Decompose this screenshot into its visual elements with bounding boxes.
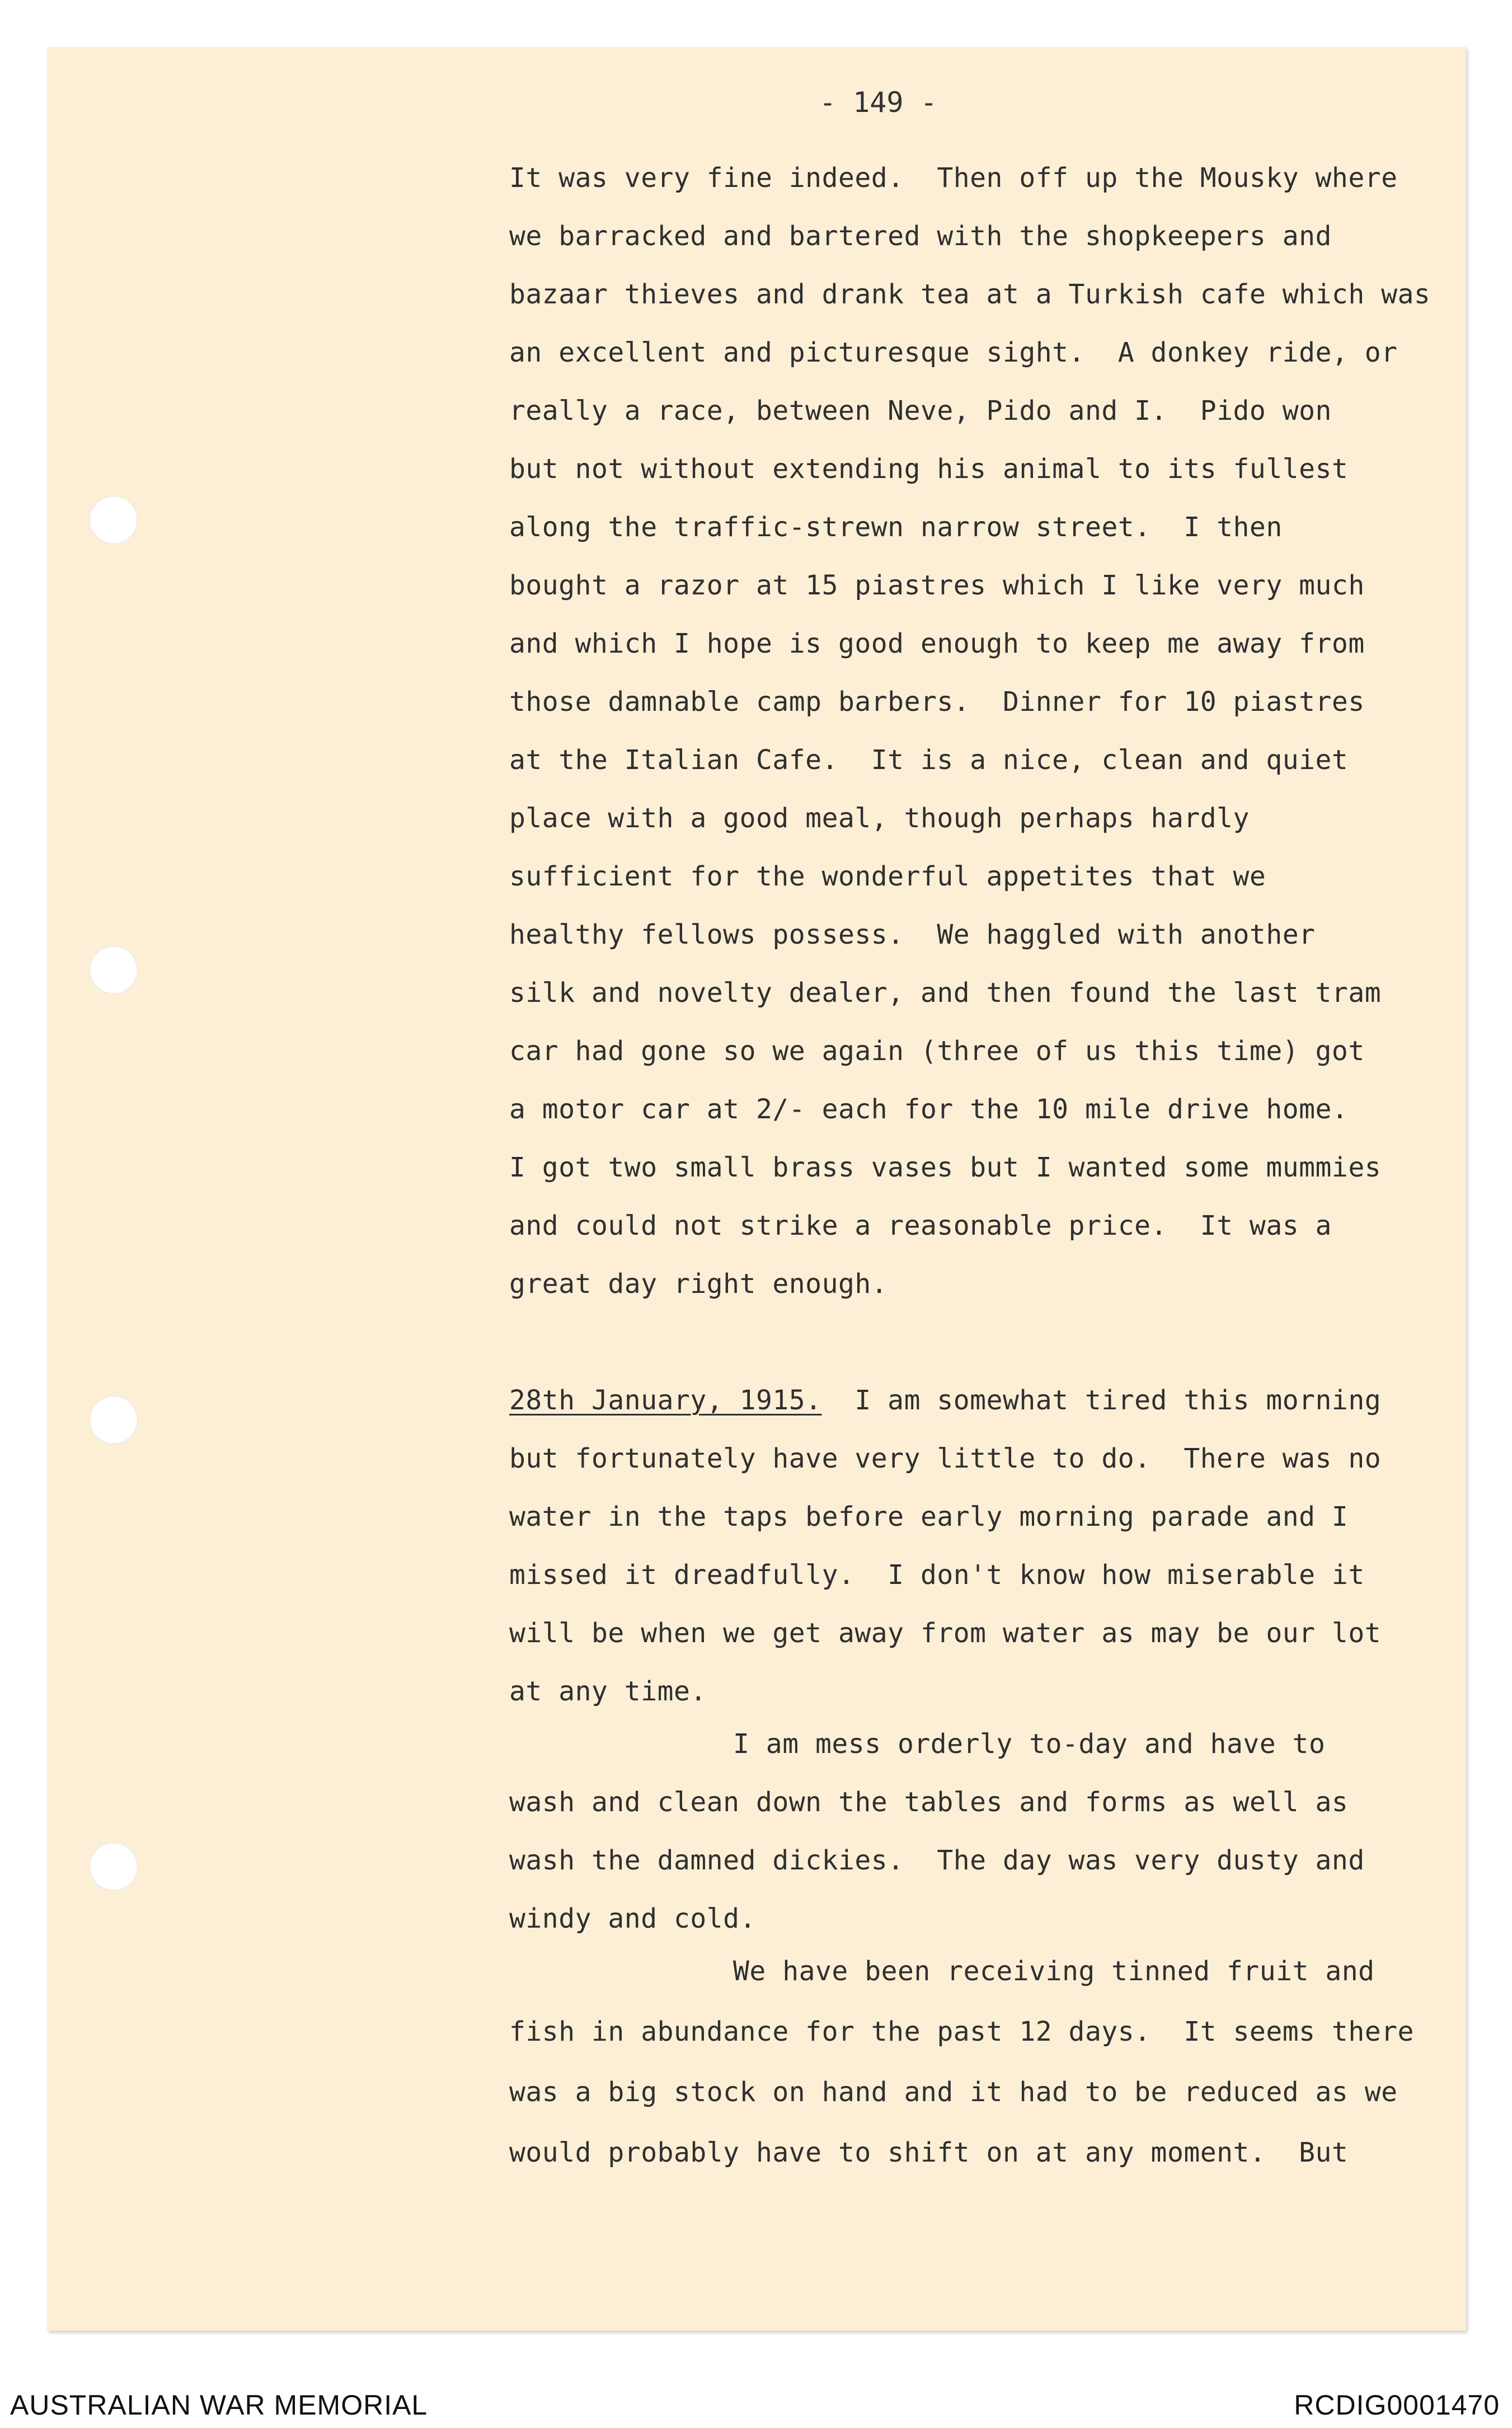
entry-first-line [509, 1385, 1381, 1416]
text-line: I am mess orderly to-day and have to [733, 1728, 1326, 1760]
text-line: water in the taps before early morning parade and I [509, 1501, 1349, 1532]
text-line: windy and cold. [509, 1903, 756, 1934]
punch-hole [90, 1396, 138, 1444]
text-line: at any time. [509, 1676, 707, 1707]
text-line: along the traffic-strewn narrow street. I then [509, 512, 1283, 543]
text-line: a motor car at 2/- each for the 10 mile drive home. [509, 1094, 1349, 1125]
text-line: we barracked and bartered with the shopkeepers and [509, 221, 1332, 252]
text-line: wash the damned dickies. The day was very dusty and [509, 1845, 1365, 1876]
text-line: bazaar thieves and drank tea at a Turkish cafe which was [509, 279, 1431, 310]
text-line: and which I hope is good enough to keep me away from [509, 628, 1365, 659]
entry-first-line-rest: I am somewhat tired this morning [821, 1385, 1382, 1416]
text-line: place with a good meal, though perhaps hardly [509, 803, 1250, 834]
text-line: healthy fellows possess. We haggled with another [509, 919, 1316, 950]
text-line: but fortunately have very little to do. There was no [509, 1443, 1382, 1474]
text-line: really a race, between Neve, Pido and I. Pido won [509, 395, 1332, 426]
punch-hole [90, 496, 138, 544]
punch-hole [90, 946, 138, 994]
footer-record-id: RCDIG0001470 [1294, 2389, 1500, 2421]
text-line: We have been receiving tinned fruit and [733, 1956, 1375, 1987]
text-line: at the Italian Cafe. It is a nice, clean and quiet [509, 744, 1349, 776]
text-line: wash and clean down the tables and forms as well as [509, 1787, 1349, 1818]
punch-hole [90, 1843, 138, 1891]
text-line: bought a razor at 15 piastres which I like very much [509, 570, 1365, 601]
text-line: I got two small brass vases but I wanted some mummies [509, 1152, 1382, 1183]
text-line: sufficient for the wonderful appetites that we [509, 861, 1266, 892]
text-line: an excellent and picturesque sight. A donkey ride, or [509, 337, 1398, 368]
text-line: It was very fine indeed. Then off up the Mousky where [509, 162, 1398, 194]
text-line: would probably have to shift on at any moment. But [509, 2137, 1349, 2168]
text-line: fish in abundance for the past 12 days. It seems there [509, 2016, 1414, 2047]
text-line: great day right enough. [509, 1268, 888, 1300]
text-line: silk and novelty dealer, and then found the last tram [509, 977, 1382, 1009]
text-line: car had gone so we again (three of us this time) got [509, 1035, 1365, 1067]
footer-institution: AUSTRALIAN WAR MEMORIAL [10, 2389, 428, 2421]
typed-page [47, 47, 1466, 2331]
text-line: and could not strike a reasonable price. It was a [509, 1210, 1332, 1241]
text-line: those damnable camp barbers. Dinner for 10 piastres [509, 686, 1365, 718]
text-line: was a big stock on hand and it had to be reduced as we [509, 2077, 1398, 2108]
text-line: but not without extending his animal to its fullest [509, 453, 1349, 485]
text-line: will be when we get away from water as may be our lot [509, 1618, 1382, 1649]
text-line: missed it dreadfully. I don't know how miserable it [509, 1559, 1365, 1591]
entry-date: 28th January, 1915. [509, 1385, 822, 1416]
page-number: - 149 - [819, 86, 937, 119]
